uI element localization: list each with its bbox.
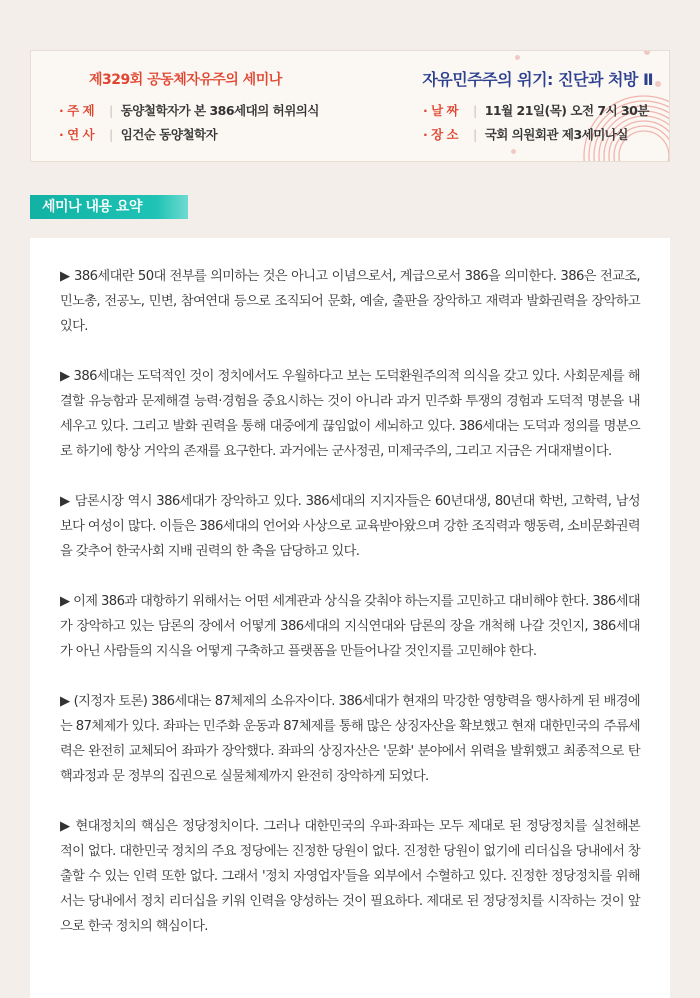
seminar-number: 제329회 공동체자유주의 세미나 [89,72,282,88]
info-value: 임건순 동양철학자 [120,127,218,142]
summary-content [30,238,670,998]
summary-paragraph: ▶ 386세대는 도덕적인 것이 정치에서도 우월하다고 보는 도덕환원주의적 의식을 갖고 있다. 사회문제를 해결할 유능함과 문제해결 능력·경험을 중요시하는 것이 아니라 과거 민주화 투쟁의 경험과 도덕적 명분을 내세우고 있다. 그리고 발화 권력을 통해 대중에게 끊임없이 세뇌하고 있다. 386세대는 도덕과 정의를 명분으로 하기에 항상 거악의 존재를 요구한다. 과거에는 군사정권, 미제국주의, 그리고 지금은 거대재벌이다. [60,369,640,459]
seminar-header-card [30,50,670,162]
info-topic [59,101,319,119]
summary-paragraph: ▶ 담론시장 역시 386세대가 장악하고 있다. 386세대의 지지자들은 60년대생, 80년대 학번, 고학력, 남성보다 여성이 많다. 이들은 386세대의 언어와 사상으로 교육받아왔으며 강한 조직력과 행동력, 소비문화권력을 갖추어 한국사회 지배 권력의 한 축을 담당하고 있다. [60,494,640,559]
summary-paragraph: ▶ 이제 386과 대항하기 위해서는 어떤 세계관과 상식을 갖춰야 하는지를 고민하고 대비해야 한다. 386세대가 장악하고 있는 담론의 장에서 어떻게 386세대의 지식연대와 담론의 장을 개척해 나갈 것인지, 386세대가 아닌 사람들의 지식을 어떻게 구축하고 플랫폼을 만들어나갈 것인지를 고민해야 한다. [60,594,640,659]
info-date [423,101,649,119]
section-tag: 세미나 내용 요약 [30,195,188,219]
info-separator: | [473,126,477,142]
info-label: · 장 소 [423,127,459,142]
info-label: · 주 제 [59,103,95,118]
info-venue [423,125,628,143]
info-value: 11월 21일(목) 오전 7시 30분 [484,103,649,118]
seminar-title: 자유민주주의 위기: 진단과 처방 Ⅱ [422,70,653,89]
summary-paragraph: ▶ (지정자 토론) 386세대는 87체제의 소유자이다. 386세대가 현재의 막강한 영향력을 행사하게 된 배경에는 87체제가 있다. 좌파는 민주화 운동과 87체제를 통해 많은 상징자산을 확보했고 현재 대한민국의 주류세력은 완전히 교체되어 좌파가 장악했다. 좌파의 상징자산은 '문화' 분야에서 위력을 발휘했고 최종적으로 탄핵과정과 문 정부의 집권으로 실물체제까지 완전히 장악하게 되었다. [60,694,640,784]
decorative-dot [515,55,520,60]
info-speaker [59,125,217,143]
info-separator: | [109,126,113,142]
info-separator: | [473,102,477,118]
info-label: · 연 사 [59,127,95,142]
info-label: · 날 짜 [423,103,459,118]
decorative-dot [511,149,516,154]
decorative-dot [655,81,661,87]
summary-paragraph: ▶ 현대정치의 핵심은 정당정치이다. 그러나 대한민국의 우파·좌파는 모두 제대로 된 정당정치를 실천해본 적이 없다. 대한민국 정치의 주요 정당에는 진정한 당원이 없다. 진정한 당원이 없기에 리더십을 당내에서 창출할 수 있는 인력 또한 없다. 그래서 '정치 자영업자'들을 외부에서 수혈하고 있다. 진정한 정당정치를 위해서는 당내에서 정치 리더십을 키워 인력을 양성하는 것이 필요하다. 제대로 된 정당정치를 시작하는 것이 앞으로 한국 정치의 핵심이다. [60,819,640,934]
info-value: 동양철학자가 본 386세대의 허위의식 [120,103,319,118]
info-separator: | [109,102,113,118]
decorative-dot [644,50,650,55]
summary-paragraph: ▶ 386세대란 50대 전부를 의미하는 것은 아니고 이념으로서, 계급으로서 386을 의미한다. 386은 전교조, 민노총, 전공노, 민변, 참여연대 등으로 조직되어 문화, 예술, 출판을 장악하고 재력과 발화권력을 장악하고 있다. [60,269,640,334]
info-value: 국회 의원회관 제3세미나실 [484,127,628,142]
